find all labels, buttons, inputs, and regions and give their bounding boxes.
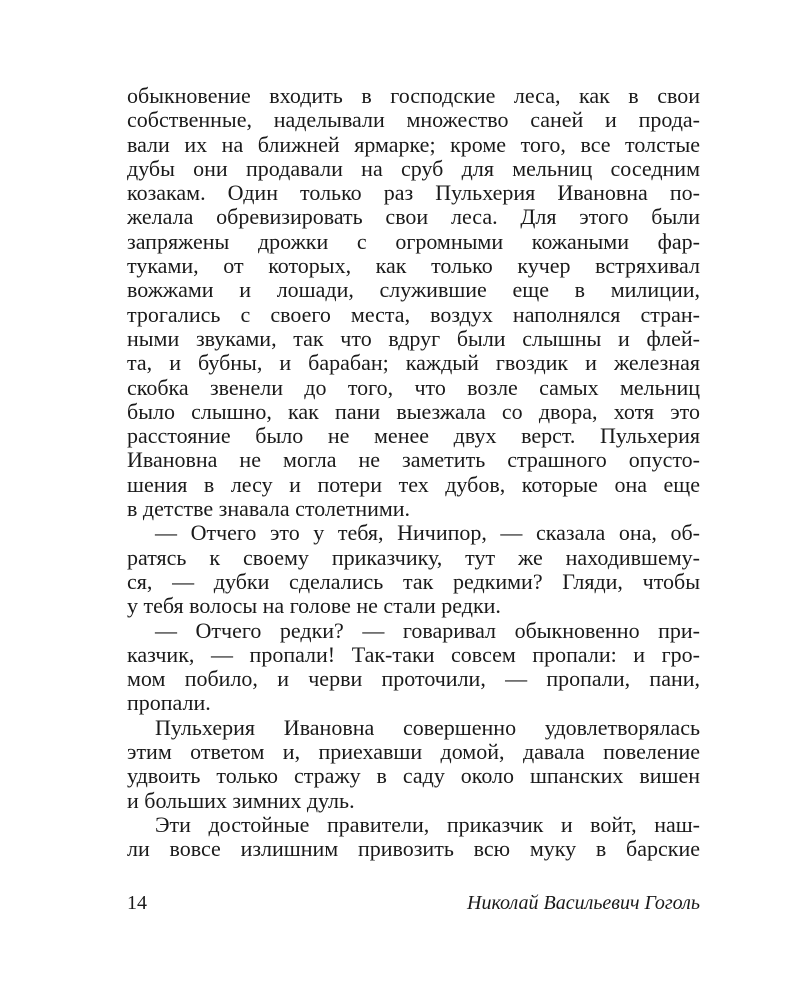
page-footer bbox=[127, 890, 700, 916]
text-line: было слышно, как пани выезжала со двора, хотя это bbox=[127, 399, 700, 424]
text-line: удвоить только стражу в саду около шпанских вишен bbox=[127, 764, 700, 789]
text-line: ли вовсе излишним привозить всю муку в барские bbox=[127, 837, 700, 862]
text-line: расстояние было не менее двух верст. Пульхерия bbox=[127, 424, 700, 449]
text-line: туками, от которых, как только кучер встряхивал bbox=[127, 254, 700, 279]
text-line: та, и бубны, и барабан; каждый гвоздик и железная bbox=[127, 351, 700, 376]
paragraph bbox=[127, 619, 700, 716]
text-line: дубы они продавали на сруб для мельниц соседним bbox=[127, 156, 700, 181]
page-text bbox=[127, 84, 700, 862]
running-title: Николай Васильевич Гоголь bbox=[467, 892, 700, 914]
text-line: в детстве знавала столетними. bbox=[127, 497, 411, 522]
text-line: скобка звенели до того, что возле самых мельниц bbox=[127, 375, 700, 400]
paragraph bbox=[127, 813, 700, 862]
text-line: казчик, — пропали! Так-таки совсем пропали: и гро- bbox=[127, 642, 700, 667]
paragraph bbox=[127, 716, 700, 813]
text-line: — Отчего редки? — говаривал обыкновенно при- bbox=[155, 618, 700, 643]
text-line: пропали. bbox=[127, 691, 211, 716]
text-line: обыкновение входить в господские леса, как в свои bbox=[127, 84, 700, 108]
text-line: ся, — дубки сделались так редкими? Гляди, чтобы bbox=[127, 569, 700, 594]
paragraph bbox=[127, 521, 700, 618]
text-line: Эти достойные правители, приказчик и войт, наш- bbox=[155, 812, 700, 837]
text-line: вожжами и лошади, служившие еще в милиции, bbox=[127, 278, 700, 303]
text-line: собственные, наделывали множество саней и прода- bbox=[127, 108, 700, 133]
text-line: желала обревизировать свои леса. Для этого были bbox=[127, 205, 700, 230]
text-line: и больших зимних дуль. bbox=[127, 788, 355, 813]
text-line: ными звуками, так что вдруг были слышны и флей- bbox=[127, 326, 700, 351]
text-line: запряжены дрожки с огромными кожаными фар- bbox=[127, 229, 700, 254]
text-line: — Отчего это у тебя, Ничипор, — сказала она, об- bbox=[155, 521, 700, 546]
text-line: Пульхерия Ивановна совершенно удовлетворялась bbox=[155, 715, 700, 740]
text-line: козакам. Один только раз Пульхерия Ивановна по- bbox=[127, 181, 700, 206]
text-line: трогались с своего места, воздух наполнялся стран- bbox=[127, 302, 700, 327]
page-number: 14 bbox=[127, 892, 147, 914]
text-line: мом побило, и черви проточили, — пропали, пани, bbox=[127, 667, 700, 692]
text-line: Ивановна не могла не заметить страшного опусто- bbox=[127, 448, 700, 473]
text-line: этим ответом и, приехавши домой, давала повеление bbox=[127, 740, 700, 765]
text-line: у тебя волосы на голове не стали редки. bbox=[127, 594, 501, 619]
paragraph bbox=[127, 84, 700, 521]
text-line: вали их на ближней ярмарке; кроме того, все толстые bbox=[127, 132, 700, 157]
text-line: ратясь к своему приказчику, тут же находившему- bbox=[127, 545, 700, 570]
text-line: шения в лесу и потери тех дубов, которые она еще bbox=[127, 472, 700, 497]
